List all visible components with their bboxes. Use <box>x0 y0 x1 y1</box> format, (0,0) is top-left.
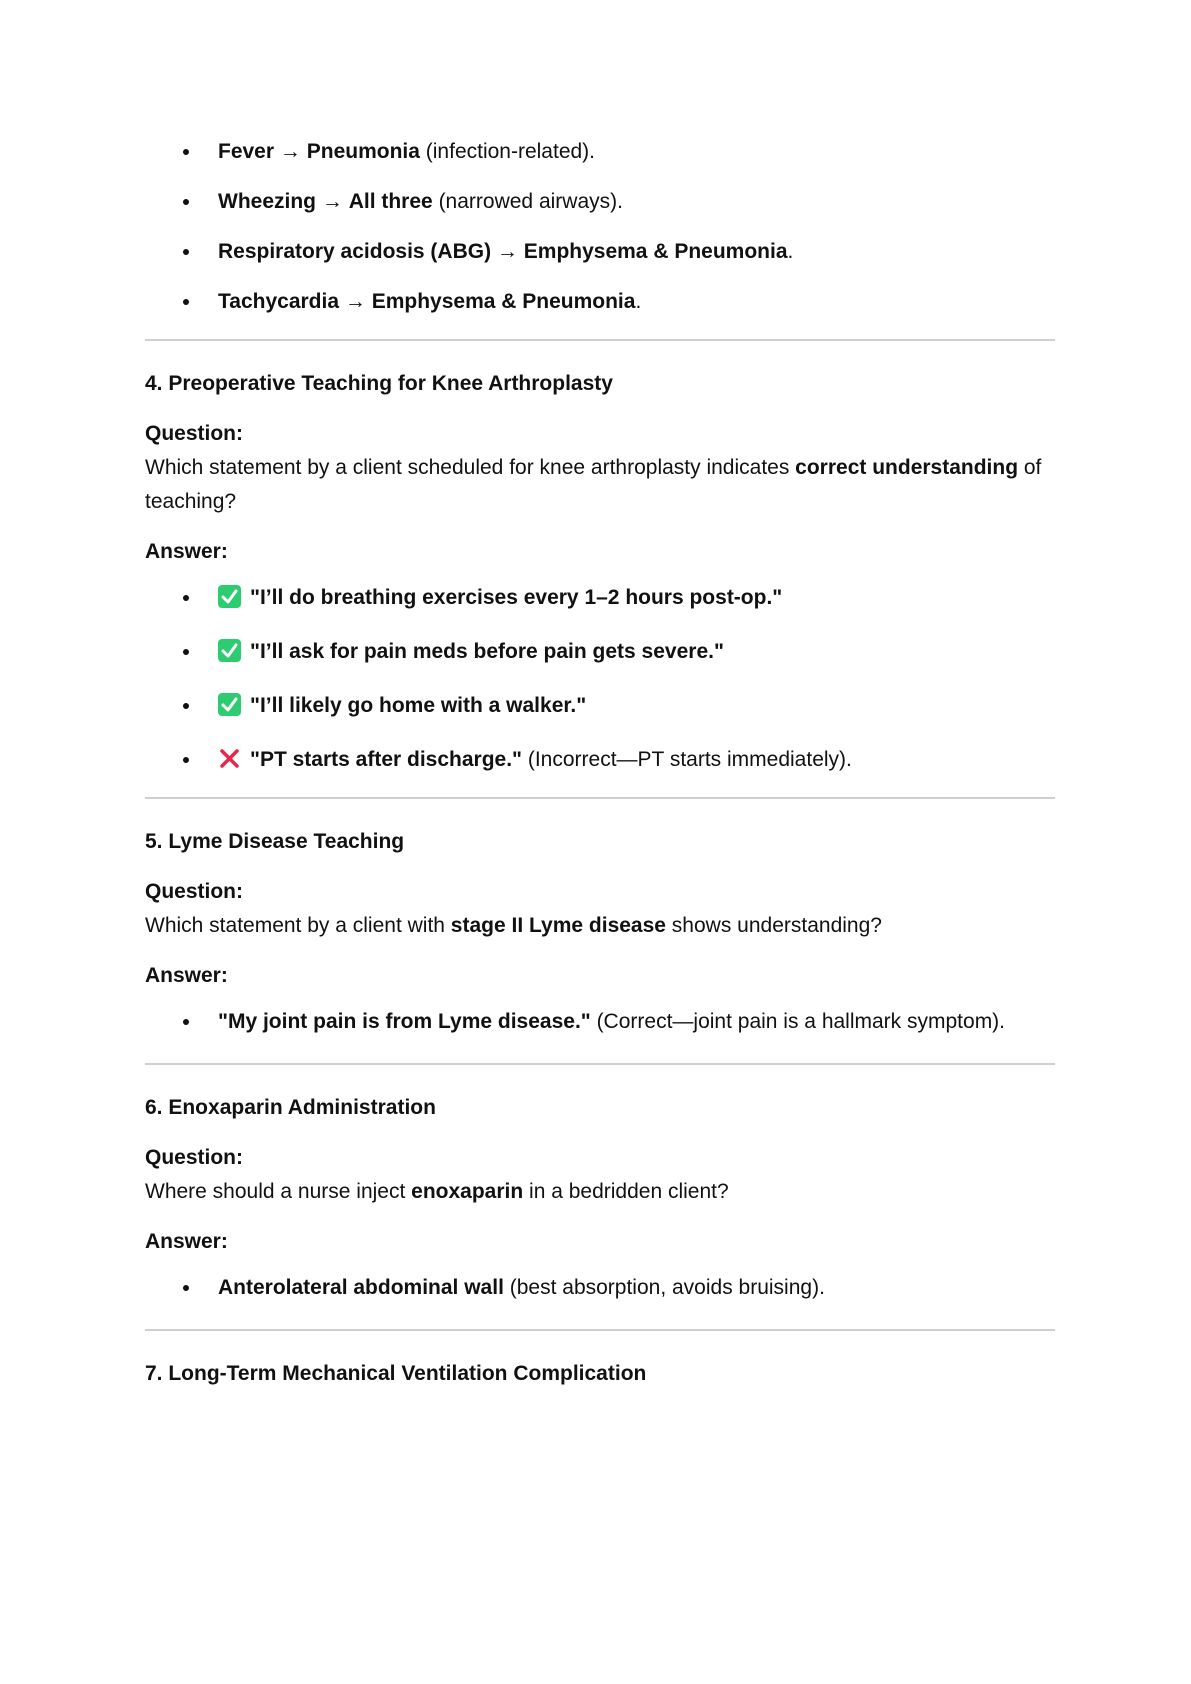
divider <box>145 1329 1055 1331</box>
section-5 <box>145 825 1055 1039</box>
question-text: Which statement by a client scheduled for knee arthroplasty indicates correct understanding of teaching? <box>145 456 1042 513</box>
answer-label: Answer: <box>145 1230 228 1253</box>
question-label: Question: <box>145 1146 243 1169</box>
question-label: Question: <box>145 422 243 445</box>
section-title: 7. Long-Term Mechanical Ventilation Complication <box>145 1362 647 1385</box>
symptom-list <box>145 135 1055 319</box>
answer-label: Answer: <box>145 540 228 563</box>
section-4 <box>145 367 1055 777</box>
check-mark-icon <box>218 639 241 662</box>
list-item: Wheezing → All three (narrowed airways). <box>145 185 1055 219</box>
answer-list <box>145 1005 1055 1039</box>
divider <box>145 339 1055 341</box>
answer-label: Answer: <box>145 964 228 987</box>
list-item: Tachycardia → Emphysema & Pneumonia. <box>145 285 1055 319</box>
list-item: "I’ll do breathing exercises every 1–2 hours post-op." <box>145 581 1055 615</box>
question-text: Which statement by a client with stage II Lyme disease shows understanding? <box>145 914 882 937</box>
section-6 <box>145 1091 1055 1305</box>
list-item: "PT starts after discharge." (Incorrect—PT starts immediately). <box>145 743 1055 777</box>
question-label: Question: <box>145 880 243 903</box>
section-7 <box>145 1357 1055 1391</box>
section-title: 4. Preoperative Teaching for Knee Arthroplasty <box>145 372 613 395</box>
check-mark-icon <box>218 693 241 716</box>
answer-list <box>145 1271 1055 1305</box>
divider <box>145 797 1055 799</box>
section-title: 6. Enoxaparin Administration <box>145 1096 436 1119</box>
list-item: Fever → Pneumonia (infection-related). <box>145 135 1055 169</box>
list-item: Respiratory acidosis (ABG) → Emphysema & Pneumonia. <box>145 235 1055 269</box>
cross-mark-icon <box>218 747 241 770</box>
question-text: Where should a nurse inject enoxaparin in a bedridden client? <box>145 1180 729 1203</box>
answer-list <box>145 581 1055 777</box>
section-title: 5. Lyme Disease Teaching <box>145 830 405 853</box>
document-content <box>145 135 1055 1391</box>
list-item: Anterolateral abdominal wall (best absorption, avoids bruising). <box>145 1271 1055 1305</box>
check-mark-icon <box>218 585 241 608</box>
divider <box>145 1063 1055 1065</box>
list-item: "I’ll ask for pain meds before pain gets severe." <box>145 635 1055 669</box>
list-item: "I’ll likely go home with a walker." <box>145 689 1055 723</box>
list-item: "My joint pain is from Lyme disease." (Correct—joint pain is a hallmark symptom). <box>145 1005 1055 1039</box>
